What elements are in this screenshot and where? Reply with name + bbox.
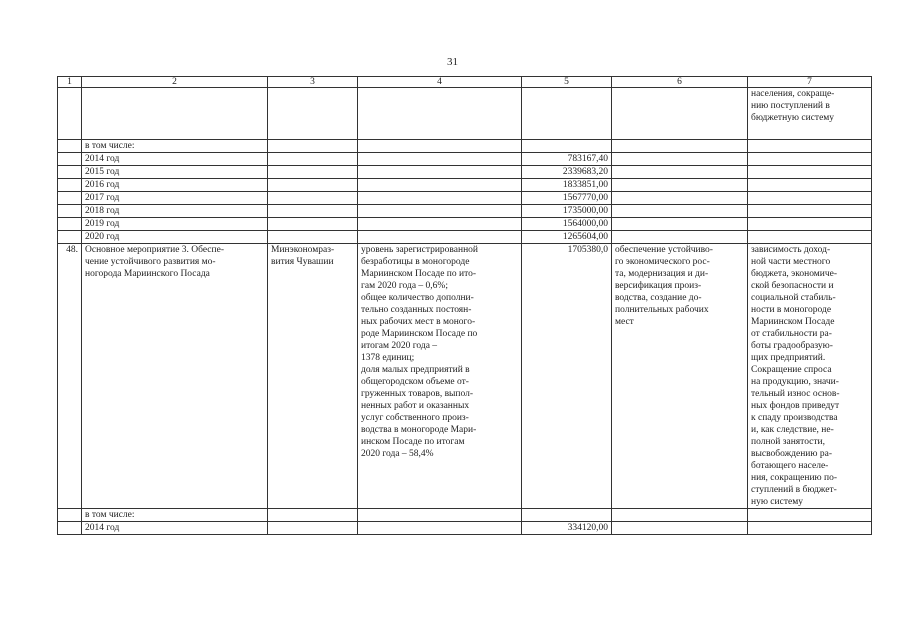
year-value: 2339683,20 [522, 166, 612, 179]
year-value: 1564000,00 [522, 218, 612, 231]
table-row [58, 166, 872, 179]
header-col-4: 4 [358, 77, 522, 88]
table-row [58, 153, 872, 166]
table-row [58, 522, 872, 535]
year-label: 2019 год [82, 218, 268, 231]
year-value: 334120,00 [522, 522, 612, 535]
header-col-1: 1 [58, 77, 82, 88]
table-row [58, 192, 872, 205]
year-label: 2016 год [82, 179, 268, 192]
year-label: 2020 год [82, 231, 268, 244]
header-col-6: 6 [612, 77, 748, 88]
continuation-row [58, 88, 872, 140]
including-row [58, 509, 872, 522]
including-label: в том числе: [82, 509, 268, 522]
year-value: 1735000,00 [522, 205, 612, 218]
measure-goal: обеспечение устойчиво- го экономического рос- та, модернизация и ди- версификация произ- водства, создание до- полнительных рабочих мест [612, 244, 748, 509]
header-col-7: 7 [748, 77, 872, 88]
program-table [57, 76, 872, 535]
measure-row [58, 244, 872, 509]
continuation-risks: населения, сокраще- нию поступлений в бюджетную систему [748, 88, 872, 140]
measure-indicators: уровень зарегистрированной безработицы в моногороде Мариинском Посаде по ито- гам 2020 года – 0,6%; общее количество дополни- тельно созданных постоян- ных рабочих мест в моного- роде Мариинском Посаде по итогам 2020 года – 1378 единиц; доля малых предприятий в общегородском объеме от- груженных товаров, выпол- ненных работ и оказанных услуг собственного произ- водства в моногороде Мари- инском Посаде по итогам 2020 года – 58,4% [358, 244, 522, 509]
year-label: 2015 год [82, 166, 268, 179]
year-value: 1567770,00 [522, 192, 612, 205]
table-row [58, 231, 872, 244]
year-label: 2018 год [82, 205, 268, 218]
table-row [58, 218, 872, 231]
year-value: 1833851,00 [522, 179, 612, 192]
header-row [58, 77, 872, 88]
table-row [58, 179, 872, 192]
measure-amount: 1705380,0 [522, 244, 612, 509]
header-col-2: 2 [82, 77, 268, 88]
measure-risks: зависимость доход- ной части местного бюджета, экономиче- ской безопасности и социальной стабиль- ности в моногороде Мариинском Посаде от стабильности ра- боты градообразую- щих предприятий. Сокращение спроса на продукцию, значи- тельный износ основ- ных фондов приведут к спаду производства и, как следствие, не- полной занятости, высвобождению ра- ботающего населе- ния, сокращению по- ступлений в бюджет- ную систему [748, 244, 872, 509]
year-value: 1265604,00 [522, 231, 612, 244]
year-label: 2017 год [82, 192, 268, 205]
including-label: в том числе: [82, 140, 268, 153]
page-number: 31 [447, 56, 458, 68]
year-label: 2014 год [82, 522, 268, 535]
table-row [58, 205, 872, 218]
measure-executor: Минэкономраз- вития Чувашии [268, 244, 358, 509]
measure-number: 48. [58, 244, 82, 509]
year-label: 2014 год [82, 153, 268, 166]
including-row [58, 140, 872, 153]
header-col-5: 5 [522, 77, 612, 88]
header-col-3: 3 [268, 77, 358, 88]
year-value: 783167,40 [522, 153, 612, 166]
measure-name: Основное мероприятие 3. Обеспе- чение устойчивого развития мо- ногорода Мариинского Посада [82, 244, 268, 509]
